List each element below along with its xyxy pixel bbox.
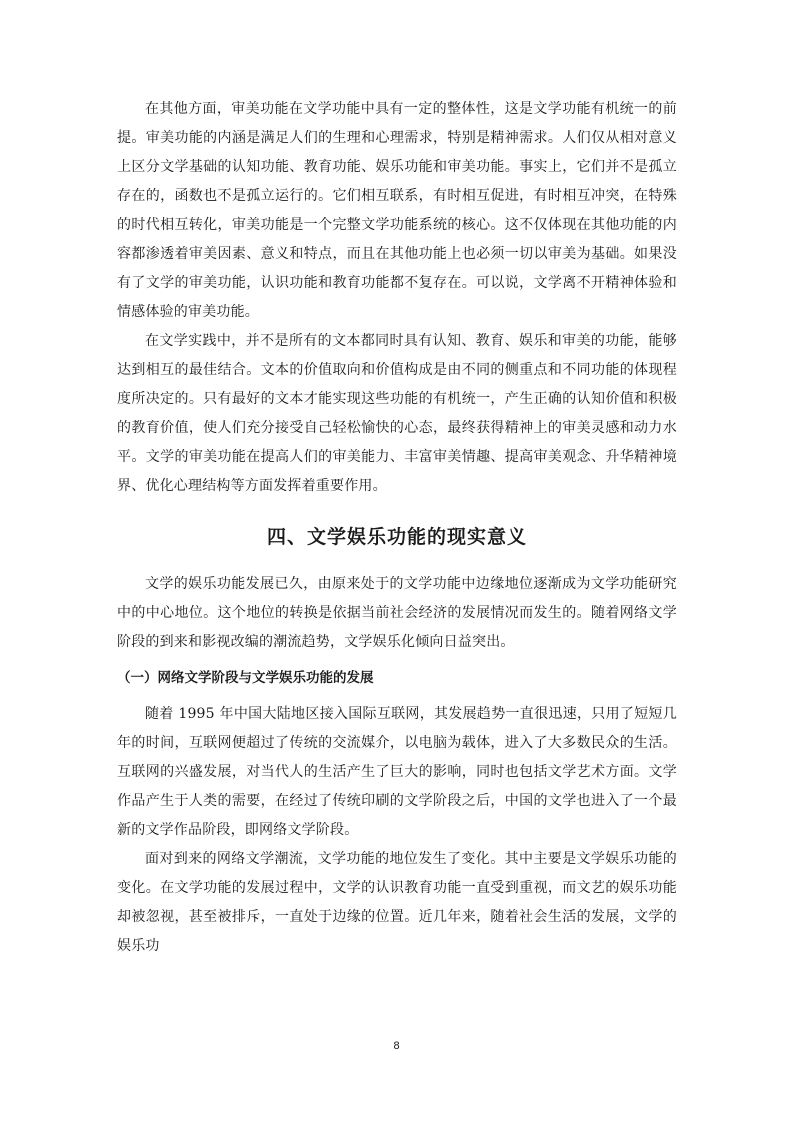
body-paragraph: 面对到来的网络文学潮流，文学功能的地位发生了变化。其中主要是文学娱乐功能的变化。在文学功能的发展过程中，文学的认识教育功能一直受到重视，而文艺的娱乐功能却被忽视，甚至被排斥，一直处于边缘的位置。近几年来，随着社会生活的发展，文学的娱乐功 xyxy=(117,851,677,954)
body-paragraph: 随着 1995 年中国大陆地区接入国际互联网，其发展趋势一直很迅速，只用了短短几年的时间，互联网便超过了传统的交流媒介，以电脑为载体，进入了大多数民众的生活。互联网的兴盛发展，对当代人的生活产生了巨大的影响，同时也包括文学艺术方面。文学作品产生于人类的需要，在经过了传统印刷的文学阶段之后，中国的文学也进入了一个最新的文学作品阶段，即网络文学阶段。 xyxy=(117,706,677,838)
body-paragraph: 在文学实践中，并不是所有的文本都同时具有认知、教育、娱乐和审美的功能，能够达到相互的最佳结合。文本的价值取向和价值构成是由不同的侧重点和不同功能的体现程度所决定的。只有最好的文本才能实现这些功能的有机统一，产生正确的认知价值和积极的教育价值，使人们充分接受自己轻松愉快的心态，最终获得精神上的审美灵感和动力水平。文学的审美功能在提高人们的审美能力、丰富审美情趣、提高审美观念、升华精神境界、优化心理结构等方面发挥着重要作用。 xyxy=(117,333,677,494)
subsection-heading-block xyxy=(117,664,677,693)
body-paragraph: 在其他方面，审美功能在文学功能中具有一定的整体性，这是文学功能有机统一的前提。审美功能的内涵是满足人们的生理和心理需求，特别是精神需求。人们仅从相对意义上区分文学基础的认知功能、教育功能、娱乐功能和审美功能。事实上，它们并不是孤立存在的，函数也不是孤立运行的。它们相互联系，有时相互促进，有时相互冲突，在特殊的时代相互转化，审美功能是一个完整文学功能系统的核心。这不仅体现在其他功能的内容都渗透着审美因素、意义和特点，而且在其他功能上也必须一切以审美为基础。如果没有了文学的审美功能，认识功能和教育功能都不复存在。可以说，文学离不开精神体验和情感体验的审美功能。 xyxy=(117,101,677,320)
subsection-heading: （一）网络文学阶段与文学娱乐功能的发展 xyxy=(117,670,374,686)
section-intro-paragraph: 文学的娱乐功能发展已久，由原来处于的文学功能中边缘地位逐渐成为文学功能研究中的中心地位。这个地位的转换是依据当前社会经济的发展情况而发生的。随着网络文学阶段的到来和影视改编的潮流趋势，文学娱乐化倾向日益突出。 xyxy=(117,576,677,650)
page-content xyxy=(117,95,677,961)
section-heading: 四、文学娱乐功能的现实意义 xyxy=(266,526,527,548)
section-heading-block xyxy=(117,522,677,549)
page-number: 8 xyxy=(393,1040,400,1052)
